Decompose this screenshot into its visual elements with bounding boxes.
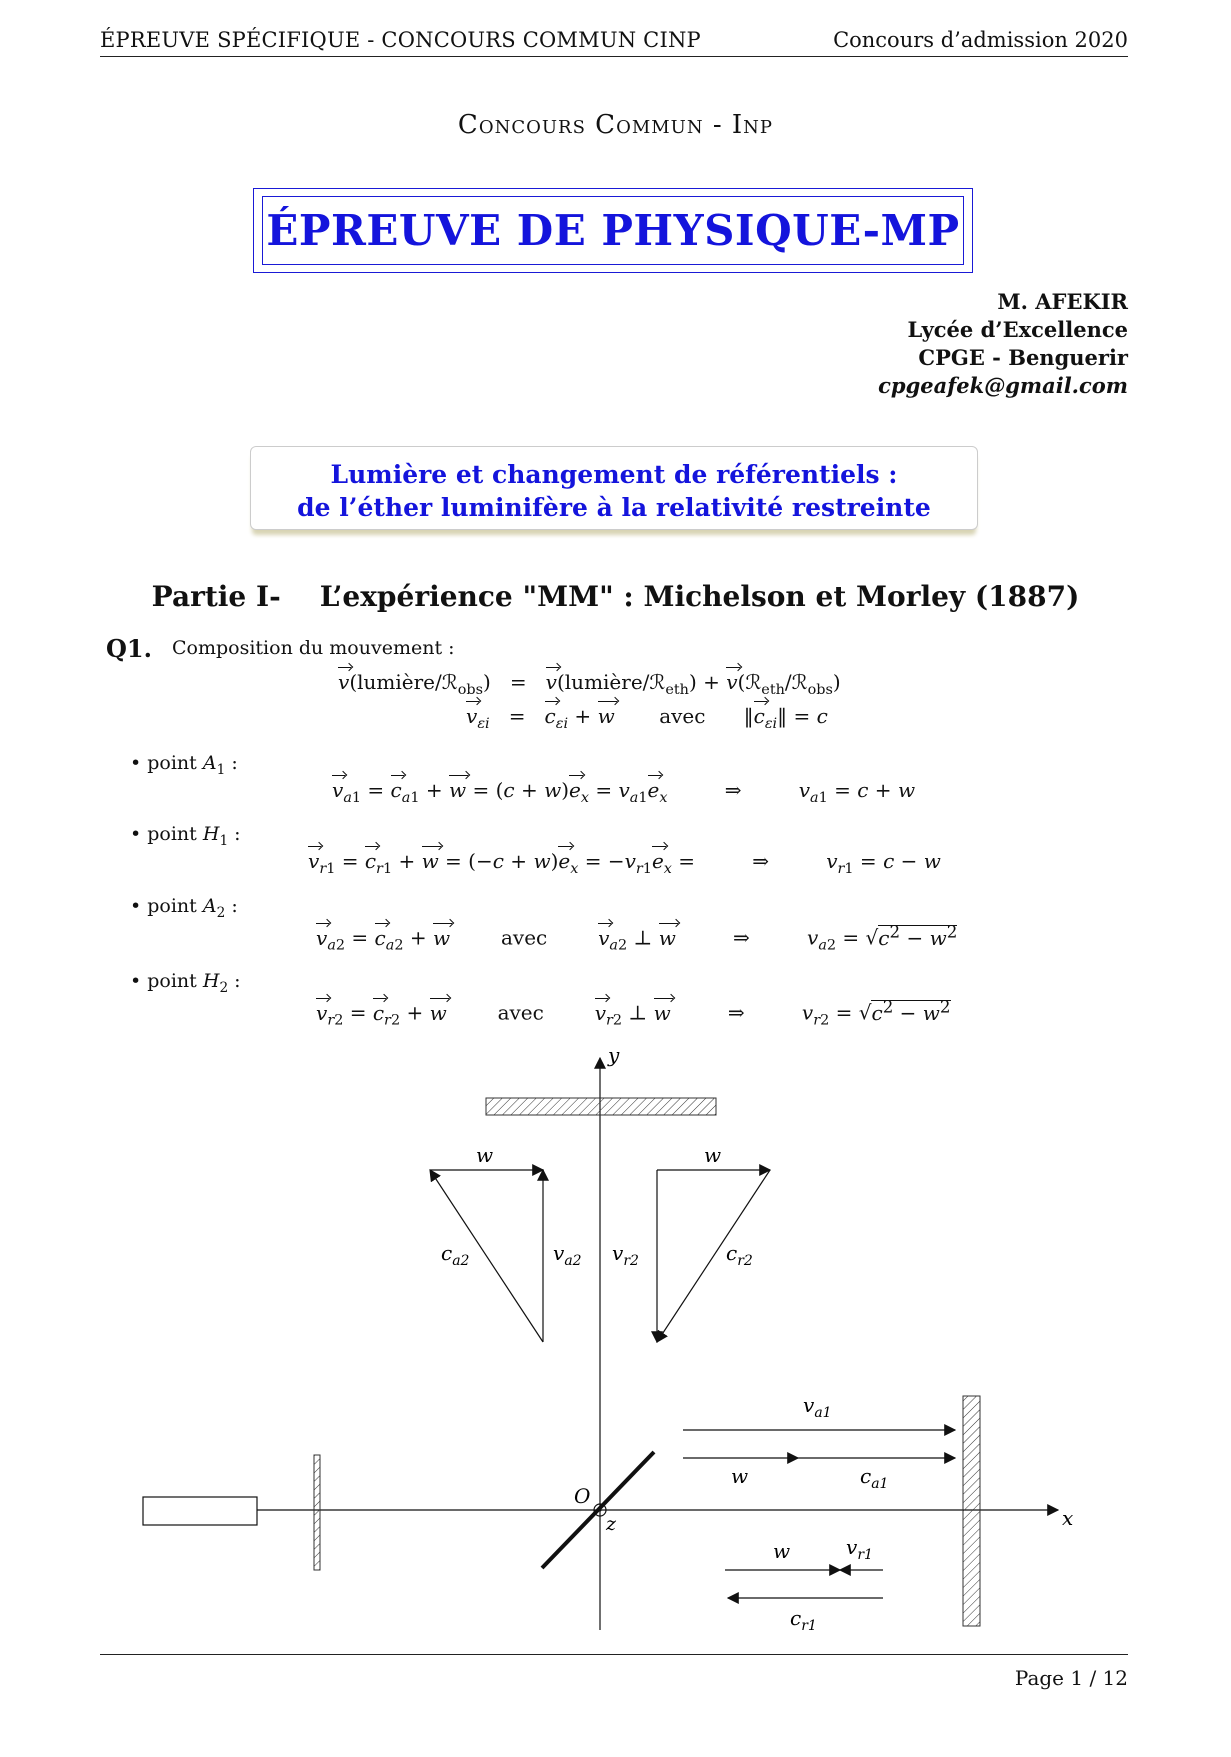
z-axis-label: z [606, 1513, 617, 1535]
point-a2: • point $A_2$ : [130, 895, 238, 921]
header-left: ÉPREUVE SPÉCIFIQUE - CONCOURS COMMUN CINP [100, 28, 701, 52]
w-label-left: w [476, 1143, 494, 1167]
w-label-right: w [704, 1143, 722, 1167]
part-label: Partie I- [151, 580, 281, 613]
header-right: Concours d’admission 2020 [833, 28, 1128, 52]
question-text: Composition du mouvement : [172, 637, 455, 659]
page-number: Page 1 / 12 [1014, 1666, 1128, 1690]
w-label-a1: w [731, 1464, 749, 1488]
origin-label: O [574, 1484, 591, 1508]
light-source [143, 1497, 257, 1525]
equation-composition-1: v(lumière/ℛ$_{obs}$) = v(lumière/ℛ$_{eth}$) + v(ℛ$_{eth}$/ℛ$_{obs}$) [338, 670, 841, 698]
c-r1-label: $c_{r1}$ [790, 1606, 817, 1634]
author-name: M. AFEKIR [997, 289, 1128, 314]
c-r2-vector [657, 1170, 770, 1342]
question-number: Q1. [106, 634, 152, 663]
title-box [253, 188, 973, 273]
equation-point-a1: $v_{a1} = c_{a1} + w = (c + w)e_x = v_{a1}e_x$ ⇒ $v_{a1} = c + w$ [332, 778, 916, 806]
mirror-right [963, 1396, 980, 1626]
compensator-plate [314, 1455, 320, 1570]
header-rule [100, 56, 1128, 57]
point-h2: • point $H_2$ : [130, 970, 241, 996]
author-location: CPGE - Benguerir [918, 345, 1128, 370]
point-a1: • point $A_1$ : [130, 752, 238, 778]
topic-line-2: de l’éther luminifère à la relativité restreinte [297, 493, 931, 522]
equation-point-h1: $v_{r1} = c_{r1} + w = (-c + w)e_x = -v_{r1}e_x$ = ⇒ $v_{r1} = c - w$ [308, 849, 941, 877]
x-axis-label: x [1062, 1506, 1074, 1530]
part-title: L’expérience "MM" : Michelson et Morley (1887) [319, 580, 1080, 613]
author-block [878, 288, 1128, 400]
mirror-top [486, 1098, 716, 1115]
author-email: cpgeafek@gmail.com [878, 373, 1128, 398]
equation-point-h2: $v_{r2} = c_{r2} + w$ avec $v_{r2}$ ⊥ w ⇒ $v_{r2} = √c^2 - w^2$ [316, 997, 951, 1029]
c-a2-label: $c_{a2}$ [441, 1241, 470, 1269]
c-a1-label: $c_{a1}$ [860, 1464, 889, 1492]
topic-box [250, 446, 978, 530]
michelson-diagram [0, 1040, 1231, 1640]
v-a2-label: $v_{a2}$ [553, 1241, 582, 1269]
y-axis-label: y [608, 1043, 620, 1067]
equation-point-a2: $v_{a2} = c_{a2} + w$ avec $v_{a2}$ ⊥ w ⇒ $v_{a2} = √c^2 - w^2$ [316, 922, 958, 954]
w-label-h1: w [773, 1539, 791, 1563]
equation-composition-2: $v_{\varepsilon i} = c_{\varepsilon i} + w$ avec $‖c_{\varepsilon i}‖ = c$ [466, 704, 828, 732]
author-school: Lycée d’Excellence [907, 317, 1128, 342]
topic-line-1: Lumière et changement de référentiels : [330, 460, 898, 489]
point-h1: • point $H_1$ : [130, 823, 241, 849]
page-title: ÉPREUVE DE PHYSIQUE-MP [262, 196, 964, 265]
part-heading [0, 580, 1231, 613]
footer-rule [100, 1654, 1128, 1655]
v-a1-label: $v_{a1}$ [803, 1393, 832, 1421]
v-r1-label: $v_{r1}$ [846, 1535, 873, 1563]
contest-name: Concours Commun - Inp [457, 110, 774, 140]
v-r2-label: $v_{r2}$ [612, 1241, 639, 1269]
c-r2-label: $c_{r2}$ [726, 1241, 753, 1269]
